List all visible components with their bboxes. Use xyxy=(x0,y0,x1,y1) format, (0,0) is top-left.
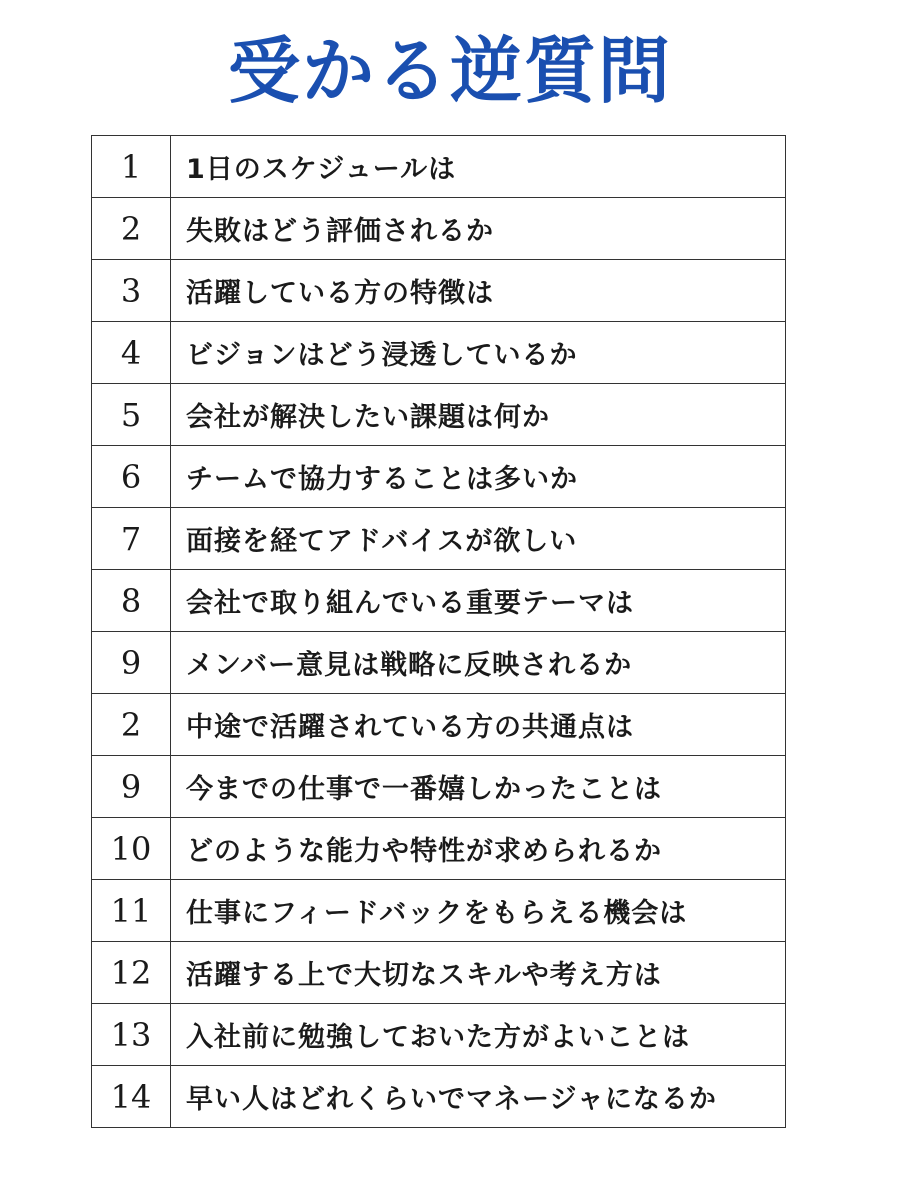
table-row xyxy=(92,818,786,880)
table-row xyxy=(92,260,786,322)
table-row xyxy=(92,198,786,260)
question-text: 会社で取り組んでいる重要テーマは xyxy=(171,570,786,632)
row-number: 9 xyxy=(92,756,171,818)
table-row xyxy=(92,694,786,756)
question-text: 会社が解決したい課題は何か xyxy=(171,384,786,446)
question-text: 活躍する上で大切なスキルや考え方は xyxy=(171,942,786,1004)
row-number: 1 xyxy=(92,136,171,198)
question-text: 早い人はどれくらいでマネージャになるか xyxy=(171,1066,786,1128)
question-text: どのような能力や特性が求められるか xyxy=(171,818,786,880)
question-text: 失敗はどう評価されるか xyxy=(171,198,786,260)
table-row xyxy=(92,446,786,508)
table-row xyxy=(92,632,786,694)
row-number: 9 xyxy=(92,632,171,694)
table-row xyxy=(92,508,786,570)
question-text: 入社前に勉強しておいた方がよいことは xyxy=(171,1004,786,1066)
row-number: 3 xyxy=(92,260,171,322)
table-row xyxy=(92,384,786,446)
table-row xyxy=(92,322,786,384)
question-text: 中途で活躍されている方の共通点は xyxy=(171,694,786,756)
table-row xyxy=(92,1004,786,1066)
row-number: 13 xyxy=(92,1004,171,1066)
row-number: 14 xyxy=(92,1066,171,1128)
row-number: 6 xyxy=(92,446,171,508)
table-row xyxy=(92,570,786,632)
row-number: 11 xyxy=(92,880,171,942)
table-row xyxy=(92,880,786,942)
question-table xyxy=(91,135,786,1128)
row-number: 4 xyxy=(92,322,171,384)
question-text: 今までの仕事で一番嬉しかったことは xyxy=(171,756,786,818)
question-text: チームで協力することは多いか xyxy=(171,446,786,508)
question-text: 1日のスケジュールは xyxy=(171,136,786,198)
question-text: ビジョンはどう浸透しているか xyxy=(171,322,786,384)
row-number: 10 xyxy=(92,818,171,880)
row-number: 2 xyxy=(92,198,171,260)
question-text: 仕事にフィードバックをもらえる機会は xyxy=(171,880,786,942)
question-text: 面接を経てアドバイスが欲しい xyxy=(171,508,786,570)
table-row xyxy=(92,136,786,198)
row-number: 7 xyxy=(92,508,171,570)
page-title: 受かる逆質問 xyxy=(227,29,672,113)
table-row xyxy=(92,1066,786,1128)
row-number: 2 xyxy=(92,694,171,756)
row-number: 5 xyxy=(92,384,171,446)
question-text: 活躍している方の特徴は xyxy=(171,260,786,322)
row-number: 12 xyxy=(92,942,171,1004)
table-row xyxy=(92,942,786,1004)
table-row xyxy=(92,756,786,818)
question-text: メンバー意見は戦略に反映されるか xyxy=(171,632,786,694)
row-number: 8 xyxy=(92,570,171,632)
